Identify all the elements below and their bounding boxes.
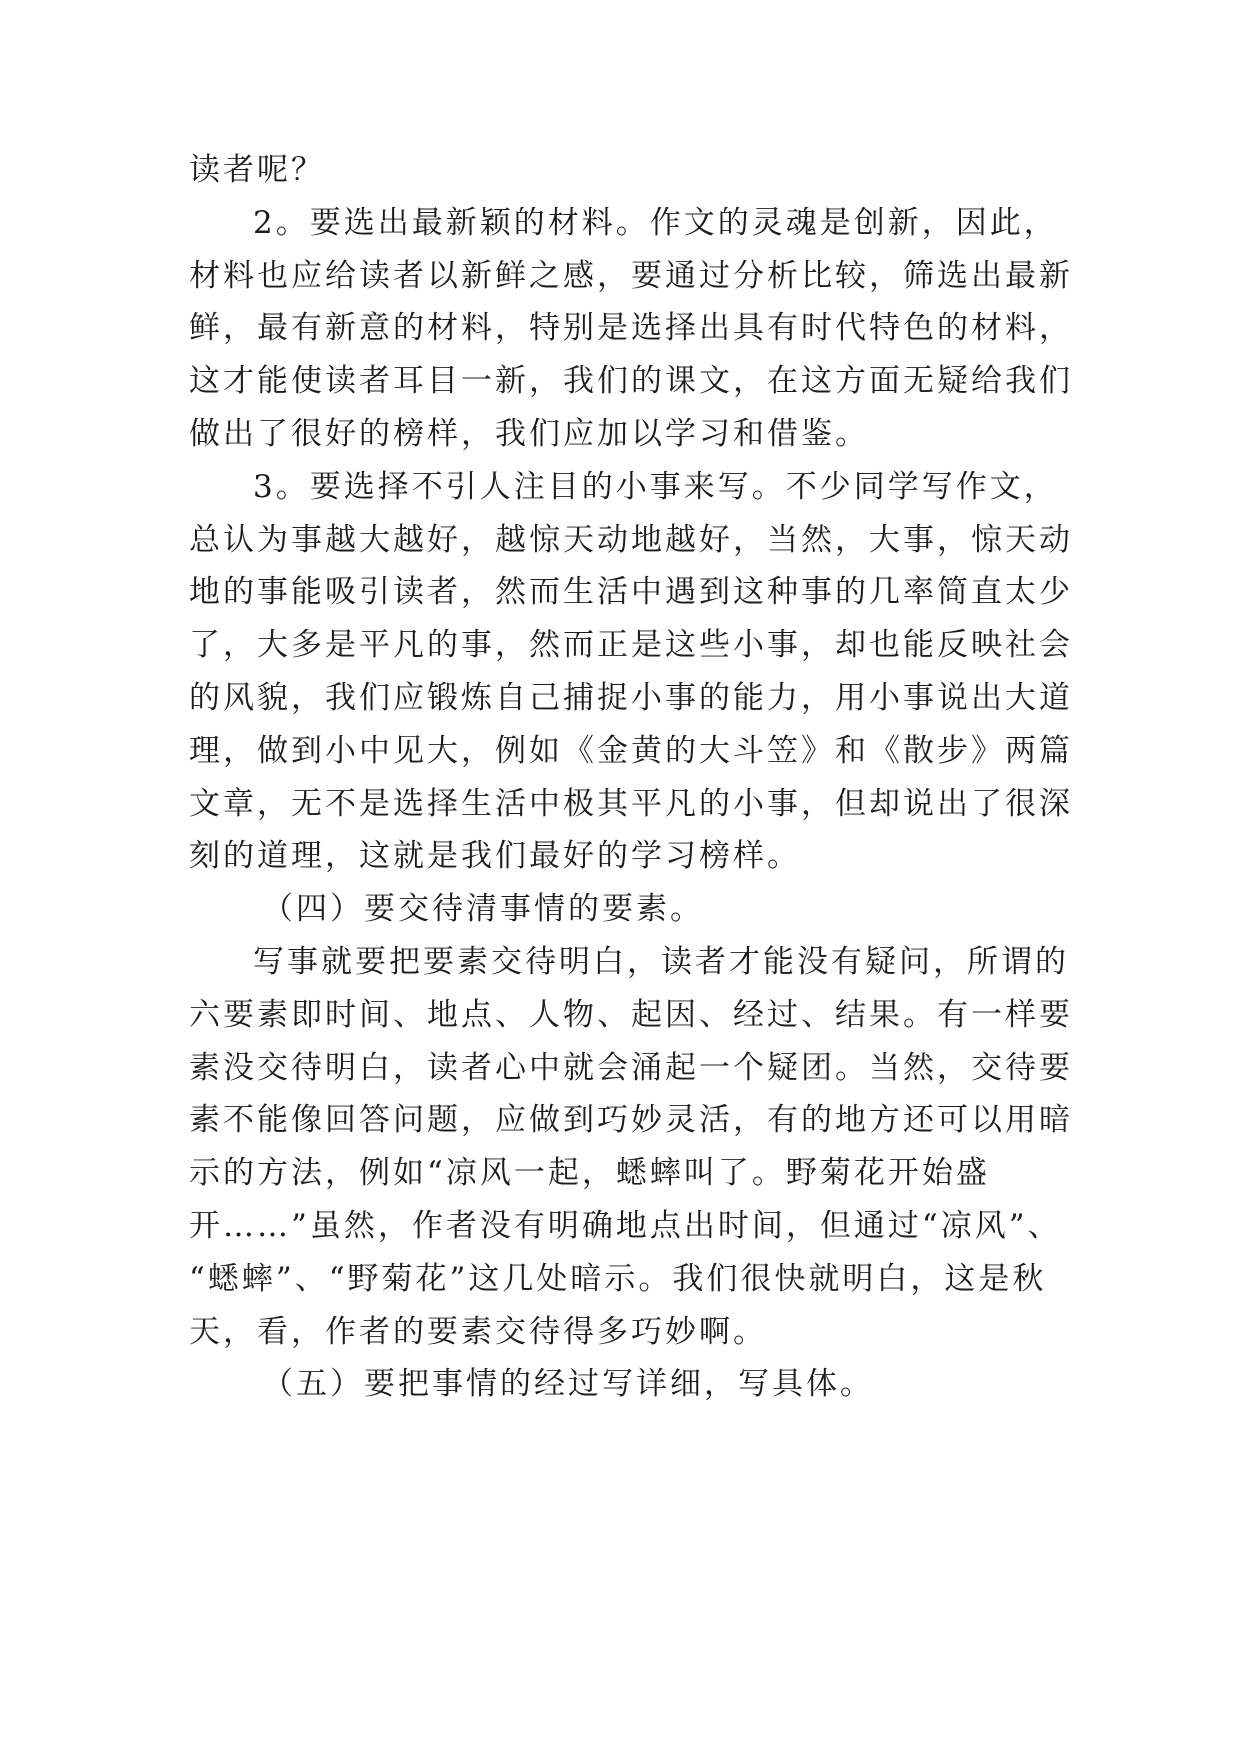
- text-line: 天，看，作者的要素交待得多巧妙啊。: [189, 1314, 767, 1350]
- text-line: 刻的道理，这就是我们最好的学习榜样。: [189, 838, 801, 874]
- text-line: 读者呢？: [189, 152, 325, 188]
- text-line: 地的事能吸引读者，然而生活中遇到这种事的几率简直太少: [189, 574, 1073, 610]
- text-line: 文章，无不是选择生活中极其平凡的小事，但却说出了很深: [189, 786, 1073, 822]
- text-line: 材料也应给读者以新鲜之感，要通过分析比较，筛选出最新: [189, 258, 1073, 294]
- section-heading: （五）要把事情的经过写详细，写具体。: [262, 1366, 874, 1402]
- text-line: 理，做到小中见大，例如《金黄的大斗笠》和《散步》两篇: [189, 733, 1073, 769]
- text-line: 示的方法，例如“凉风一起，蟋蟀叫了。野菊花开始盛: [189, 1155, 990, 1191]
- text-line: 做出了很好的榜样，我们应加以学习和借鉴。: [189, 416, 869, 452]
- text-line: 总认为事越大越好，越惊天动地越好，当然，大事，惊天动: [189, 522, 1073, 558]
- text-line: 的风貌，我们应锻炼自己捕捉小事的能力，用小事说出大道: [189, 680, 1073, 716]
- text-line: 素没交待明白，读者心中就会涌起一个疑团。当然，交待要: [189, 1050, 1073, 1086]
- text-line: 这才能使读者耳目一新，我们的课文，在这方面无疑给我们: [189, 363, 1073, 399]
- text-line: 素不能像回答问题，应做到巧妙灵活，有的地方还可以用暗: [189, 1102, 1073, 1138]
- section-heading: （四）要交待清事情的要素。: [262, 891, 704, 927]
- text-line: 鲜，最有新意的材料，特别是选择出具有时代特色的材料，: [189, 310, 1073, 346]
- text-line: 了，大多是平凡的事，然而正是这些小事，却也能反映社会: [189, 627, 1073, 663]
- text-line: 2。要选出最新颖的材料。作文的灵魂是创新，因此，: [253, 205, 1058, 241]
- text-line: 开……”虽然，作者没有明确地点出时间，但通过“凉风”、: [189, 1208, 1062, 1244]
- text-line: 六要素即时间、地点、人物、起因、经过、结果。有一样要: [189, 997, 1073, 1033]
- text-line: 3。要选择不引人注目的小事来写。不少同学写作文，: [253, 469, 1058, 505]
- text-line: 写事就要把要素交待明白，读者才能没有疑问，所谓的: [253, 944, 1069, 980]
- text-line: “蟋蟀”、“野菊花”这几处暗示。我们很快就明白，这是秋: [189, 1261, 1047, 1297]
